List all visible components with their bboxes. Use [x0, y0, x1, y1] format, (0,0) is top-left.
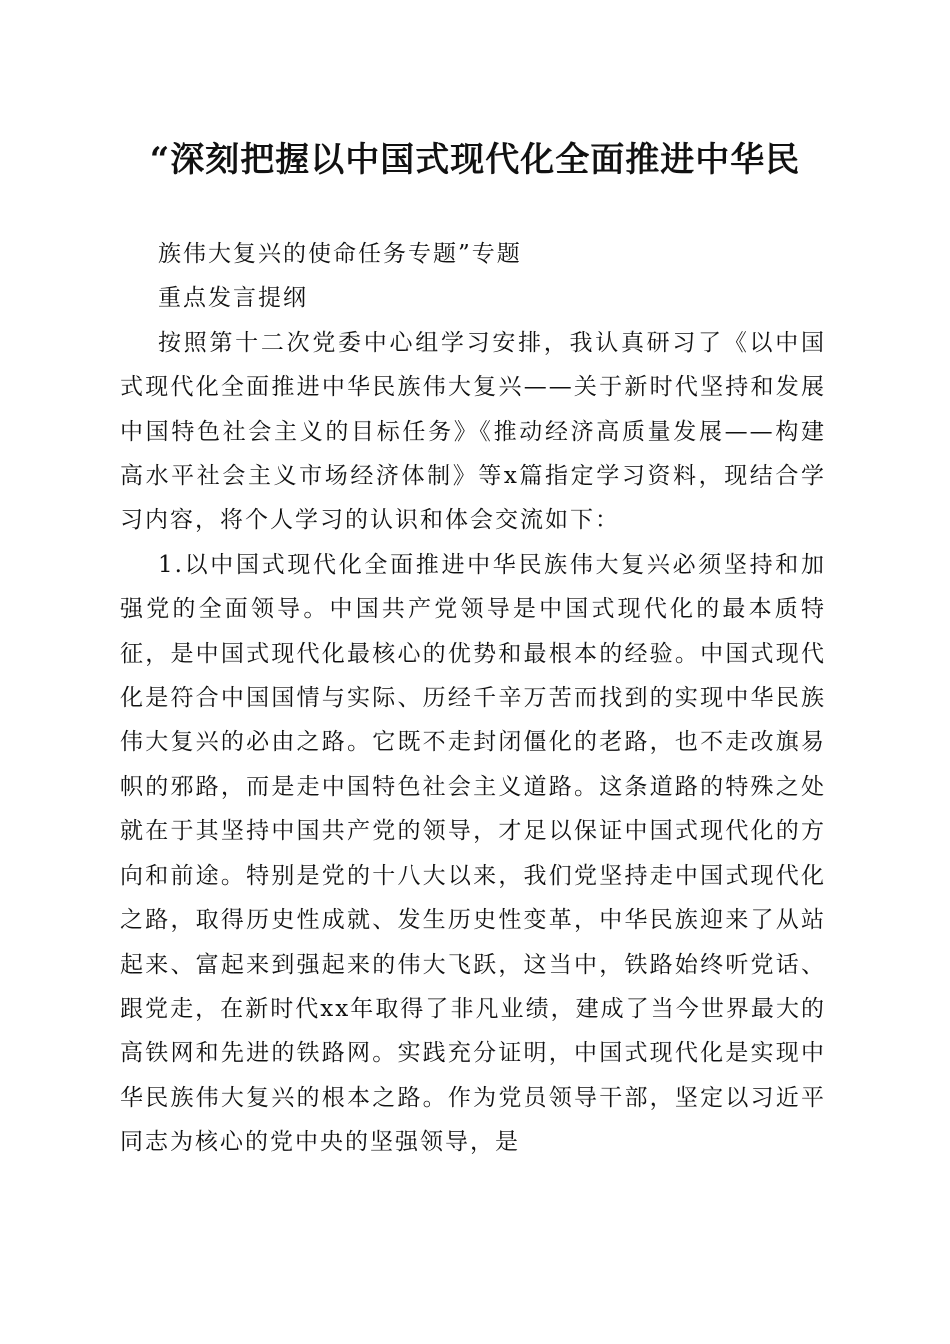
document-title: “深刻把握以中国式现代化全面推进中华民 [149, 140, 801, 180]
document-heading: 重点发言提纲 [158, 285, 308, 312]
paragraph-intro: 按照第十二次党委中心组学习安排，我认真研习了《以中国式现代化全面推进中华民族伟大复兴——关于新时代坚持和发展中国特色社会主义的目标任务》《推动经济高质量发展——构建高水平社会主义市场经济体制》等x篇指定学习资料，现结合学习内容，将个人学习的认识和体会交流如下： [120, 329, 826, 534]
document-subtitle: 族伟大复兴的使命任务专题”专题 [158, 241, 522, 267]
paragraph-point-1: 1.以中国式现代化全面推进中华民族伟大复兴必须坚持和加强党的全面领导。中国共产党领导是中国式现代化的最本质特征，是中国式现代化最核心的优势和最根本的经验。中国式现代化是符合中国国情与实际、历经千辛万苦而找到的实现中华民族伟大复兴的必由之路。它既不走封闭僵化的老路，也不走改旗易帜的邪路，而是走中国特色社会主义道路。这条道路的特殊之处就在于其坚持中国共产党的领导，才足以保证中国式现代化的方向和前途。特别是党的十八大以来，我们党坚持走中国式现代化之路，取得历史性成就、发生历史性变革，中华民族迎来了从站起来、富起来到强起来的伟大飞跃，这当中，铁路始终听党话、跟党走，在新时代xx年取得了非凡业绩，建成了当今世界最大的高铁网和先进的铁路网。实践充分证明，中国式现代化是实现中华民族伟大复兴的根本之路。作为党员领导干部，坚定以习近平同志为核心的党中央的坚强领导，是 [120, 551, 826, 1156]
document-body [120, 232, 826, 1165]
